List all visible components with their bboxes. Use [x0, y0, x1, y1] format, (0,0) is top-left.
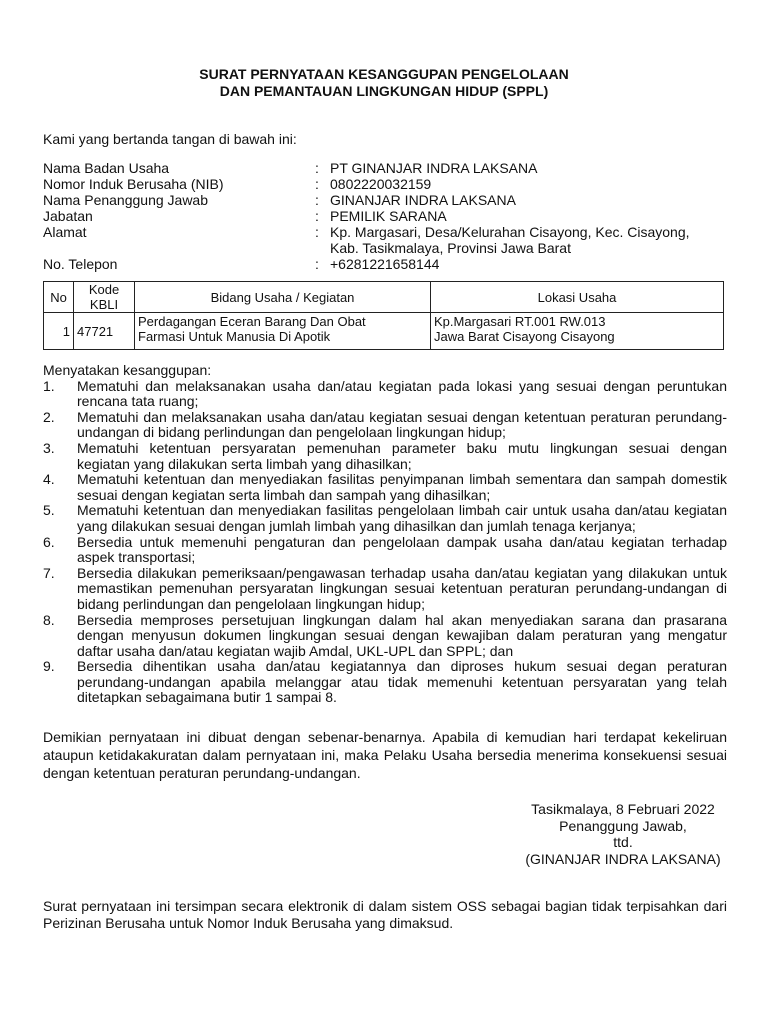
statement-item: [43, 379, 727, 410]
identity-value: [330, 160, 743, 176]
statement-text: [77, 503, 727, 534]
statement-number: 3.: [43, 439, 55, 456]
signature-place-date: Tasikmalaya, 8 Februari 2022: [531, 801, 715, 817]
identity-value-line: 0802220032159: [330, 176, 432, 192]
identity-value-line: GINANJAR INDRA LAKSANA: [330, 192, 516, 208]
document-title: [0, 66, 768, 100]
identity-value: [330, 192, 743, 208]
statement-number: 8.: [43, 611, 55, 628]
statement-item: [43, 441, 727, 472]
statement-line: Bersedia dilakukan pemeriksaan/pengawasan terhadap usaha dan/atau kegiatan yang dilakukan untuk: [77, 564, 727, 581]
intro-text: Kami yang bertanda tangan di bawah ini:: [43, 131, 297, 147]
statement-line: aspek transportasi;: [77, 549, 196, 566]
statement-item: [43, 613, 727, 660]
statement-line: bidang perlindungan dan pengelolaan lingkungan hidup;: [77, 595, 425, 612]
identity-value-line: Kab. Tasikmalaya, Provinsi Jawa Barat: [330, 240, 571, 256]
statement-item: [43, 410, 727, 441]
statement-line: ditetapkan sebagaimana butir 1 sampai 8.: [77, 689, 337, 706]
identity-row-nama-badan-usaha: [43, 160, 743, 176]
statement-text: [77, 379, 727, 410]
footer-note: [43, 898, 727, 931]
statement-line: daftar usaha dan/atau kegiatan wajib Amdal, UKL-UPL dan SPPL; dan: [77, 642, 514, 659]
header-bidang: Bidang Usaha / Kegiatan: [135, 282, 431, 313]
identity-value: [330, 224, 743, 256]
statement-text: [77, 613, 727, 660]
statement-line: Bersedia untuk memenuhi pengaturan dan pengelolaan dampak usaha dan/atau kegiatan terhadap: [77, 533, 727, 550]
header-lokasi: Lokasi Usaha: [431, 282, 724, 313]
identity-label: Nama Badan Usaha: [43, 160, 170, 176]
business-table: [43, 281, 724, 350]
cell-bidang-line: Farmasi Untuk Manusia Di Apotik: [138, 329, 331, 344]
statement-number: 1.: [43, 377, 55, 394]
statement-line: Mematuhi ketentuan persyaratan pemenuhan parameter baku mutu lingkungan sesuai dengan: [77, 439, 727, 456]
identity-colon: :: [315, 256, 319, 272]
table-row: [44, 313, 724, 350]
statement-line: perundang-undangan apabila melanggar atau tidak memenuhi ketentuan persyaratan yang telah: [77, 673, 727, 690]
header-kbli: [74, 282, 135, 313]
identity-colon: :: [315, 160, 319, 176]
signature-block: [505, 801, 741, 867]
identity-row-alamat: [43, 224, 743, 256]
identity-label: Nomor Induk Berusaha (NIB): [43, 176, 224, 192]
statement-line: memastikan pemenuhan persyaratan lingkungan sesuai ketentuan peraturan perundang-undangan di: [77, 580, 727, 597]
statement-section: [43, 363, 727, 706]
cell-lokasi-line: Jawa Barat Cisayong Cisayong: [434, 329, 615, 344]
signature-name: (GINANJAR INDRA LAKSANA): [525, 850, 721, 867]
identity-value: [330, 208, 743, 224]
statement-text: [77, 410, 727, 441]
identity-value-line: PT GINANJAR INDRA LAKSANA: [330, 160, 538, 176]
statement-text: [77, 472, 727, 503]
identity-row-telepon: [43, 256, 743, 272]
identity-value: [330, 176, 743, 192]
identity-value-line: Kp. Margasari, Desa/Kelurahan Cisayong, Kec. Cisayong,: [330, 224, 690, 240]
statement-item: [43, 472, 727, 503]
statement-line: yang dilakukan sesuai dengan jumlah limbah yang dihasilkan dan jumlah tenaga kerjanya;: [77, 517, 636, 534]
statement-item: [43, 535, 727, 566]
identity-row-nib: [43, 176, 743, 192]
statement-line: undangan di bidang perlindungan dan pengelolaan lingkungan hidup;: [77, 424, 506, 441]
cell-lokasi: [431, 313, 724, 350]
table-header-row: [44, 282, 724, 313]
header-kbli-line-2: KBLI: [89, 297, 119, 312]
statement-line: Mematuhi ketentuan dan menyediakan fasilitas penyimpanan limbah sementara dan sampah domestik: [77, 471, 727, 488]
statement-number: 6.: [43, 533, 55, 550]
statement-heading: Menyatakan kesanggupan:: [43, 362, 212, 378]
title-line-1: SURAT PERNYATAAN KESANGGUPAN PENGELOLAAN: [199, 66, 569, 82]
statement-line: kegiatan yang dilakukan serta limbah yang dihasilkan;: [77, 455, 412, 472]
identity-value: [330, 256, 743, 272]
statement-number: 7.: [43, 564, 55, 581]
statement-number: 4.: [43, 471, 55, 488]
closing-paragraph: [43, 728, 727, 782]
title-line-2: DAN PEMANTAUAN LINGKUNGAN HIDUP (SPPL): [219, 83, 549, 99]
identity-block: [43, 160, 743, 272]
closing-line: dengan ketentuan peraturan perundang-undangan.: [43, 765, 361, 781]
header-no: No: [44, 282, 74, 313]
statement-line: Mematuhi ketentuan dan menyediakan fasilitas pengelolaan limbah cair untuk usaha dan/atau kegiatan: [77, 502, 727, 519]
cell-bidang: [135, 313, 431, 350]
statement-line: Mematuhi dan melaksanakan usaha dan/atau kegiatan sesuai dengan ketentuan peraturan perundang-: [77, 408, 727, 425]
statement-item: [43, 566, 727, 613]
statement-number: 9.: [43, 658, 55, 675]
statement-line: Bersedia memproses persetujuan lingkungan dalam hal akan menyediakan sarana dan prasarana: [77, 611, 727, 628]
cell-no: 1: [44, 313, 74, 350]
identity-row-penanggung-jawab: [43, 192, 743, 208]
identity-row-jabatan: [43, 208, 743, 224]
identity-colon: :: [315, 208, 319, 224]
statement-text: [77, 659, 727, 706]
statement-line: dengan menyusun dokumen lingkungan sesuai dengan kewajiban dalam peraturan yang mengatur: [77, 627, 727, 644]
statement-item: [43, 659, 727, 706]
cell-bidang-line: Perdagangan Eceran Barang Dan Obat: [138, 314, 366, 329]
statement-number: 2.: [43, 408, 55, 425]
signature-role: Penanggung Jawab,: [559, 817, 687, 834]
footer-line: Perizinan Berusaha untuk Nomor Induk Berusaha yang dimaksud.: [43, 914, 454, 931]
identity-value-line: +6281221658144: [330, 256, 440, 272]
identity-label: No. Telepon: [43, 256, 118, 272]
statement-line: Mematuhi dan melaksanakan usaha dan/atau kegiatan pada lokasi yang sesuai dengan peruntukan: [77, 377, 727, 394]
statement-text: [77, 441, 727, 472]
identity-value-line: PEMILIK SARANA: [330, 208, 447, 224]
identity-label: Nama Penanggung Jawab: [43, 192, 209, 208]
statement-text: [77, 566, 727, 613]
identity-label: Alamat: [43, 224, 87, 240]
statement-line: Bersedia dihentikan usaha dan/atau kegiatannya dan diproses hukum sesuai degan peraturan: [77, 658, 727, 675]
statement-text: [77, 535, 727, 566]
signature-ttd: ttd.: [613, 834, 633, 850]
cell-lokasi-line: Kp.Margasari RT.001 RW.013: [434, 314, 606, 329]
header-kbli-line-1: Kode: [88, 282, 120, 297]
closing-line: ataupun ketidakakuratan dalam pernyataan ini, maka Pelaku Usaha bersedia menerima konsekuensi sesuai: [43, 747, 727, 763]
statement-line: rencana tata ruang;: [77, 393, 199, 410]
footer-line: Surat pernyataan ini tersimpan secara elektronik di dalam sistem OSS sebagai bagian tidak terpisahkan dari: [43, 898, 727, 914]
identity-colon: :: [315, 224, 319, 240]
statement-item: [43, 503, 727, 534]
identity-colon: :: [315, 192, 319, 208]
statement-line: sesuai dengan kegiatan serta limbah dan sampah yang dihasilkan;: [77, 486, 491, 503]
identity-label: Jabatan: [43, 208, 93, 224]
statement-number: 5.: [43, 502, 55, 519]
cell-kbli: 47721: [74, 313, 135, 350]
closing-line: Demikian pernyataan ini dibuat dengan sebenar-benarnya. Apabila di kemudian hari terdapat kekeliruan: [43, 729, 727, 745]
identity-colon: :: [315, 176, 319, 192]
